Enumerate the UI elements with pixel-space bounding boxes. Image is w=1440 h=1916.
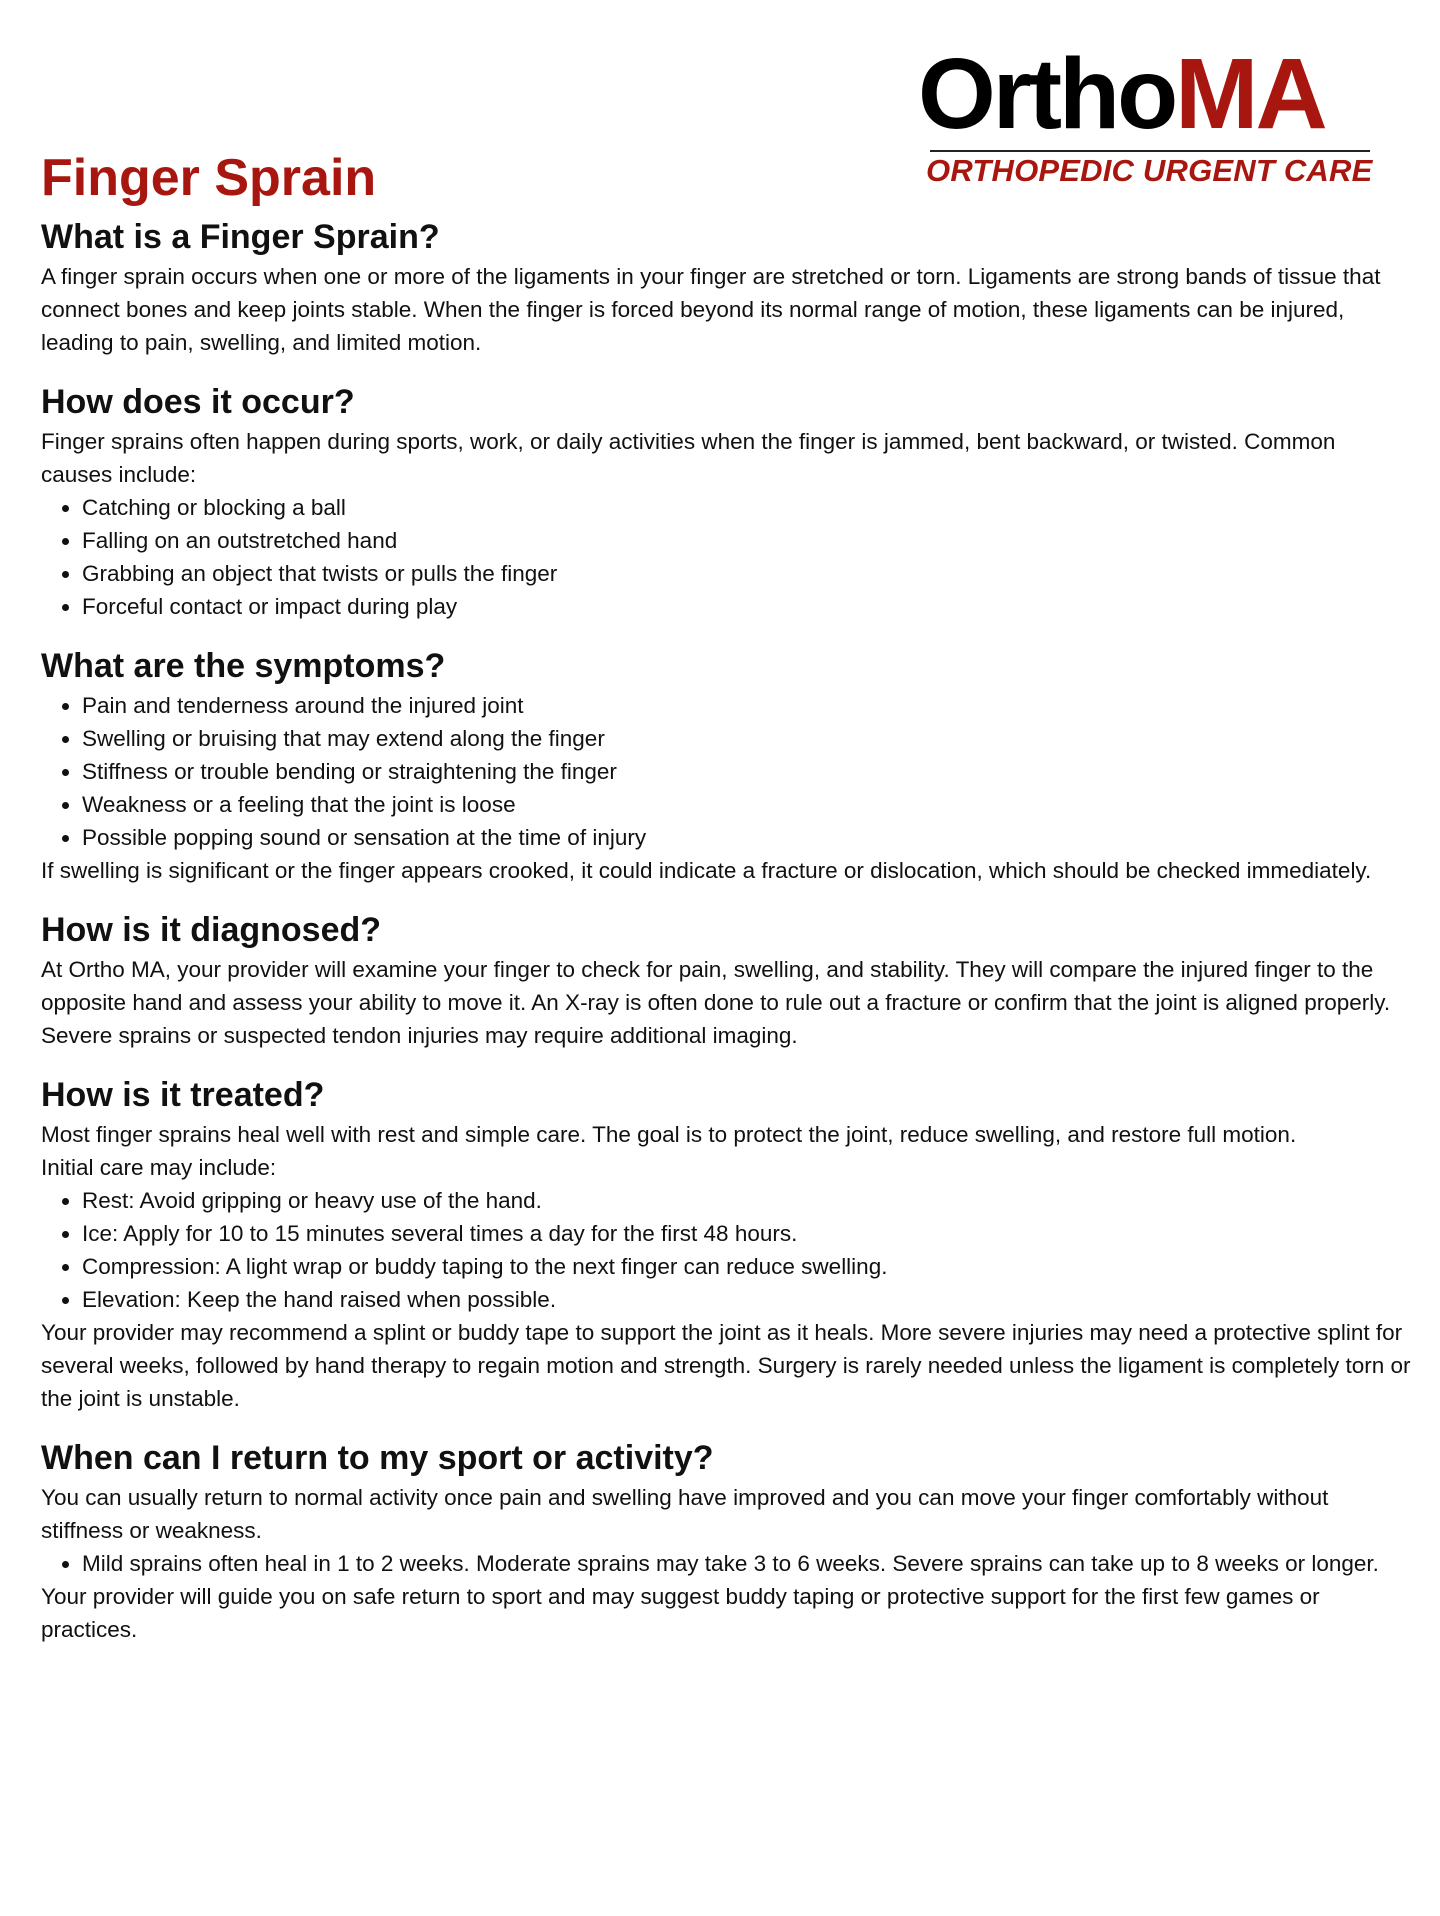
symptoms-list — [41, 689, 1411, 854]
section-heading: What are the symptoms? — [41, 647, 446, 685]
recovery-list — [41, 1547, 1411, 1580]
section-heading: What is a Finger Sprain? — [41, 218, 440, 256]
logo-wordmark — [918, 38, 1325, 150]
section-heading: How is it diagnosed? — [41, 911, 382, 949]
section-paragraph: Finger sprains often happen during sports, work, or daily activities when the finger is jammed, bent backward, or twisted. Common causes include: — [41, 429, 1336, 487]
logo-ma: MA — [1175, 38, 1325, 150]
list-item: • Stiffness or trouble bending or straightening the finger — [82, 755, 1411, 788]
section-paragraph: A finger sprain occurs when one or more of the ligaments in your finger are stretched or torn. Ligaments are strong bands of tissue that connect bones and keep joints stable. When the finger is forced beyond its normal range of motion, these ligaments can be injured, leading to pain, swelling, and limited motion. — [41, 264, 1381, 355]
list-item: • Catching or blocking a ball — [82, 491, 1411, 524]
section-paragraph: Your provider will guide you on safe return to sport and may suggest buddy taping or protective support for the first few games or practices. — [41, 1584, 1320, 1642]
list-item: • Forceful contact or impact during play — [82, 590, 1411, 623]
article — [41, 146, 1411, 1658]
section-heading: When can I return to my sport or activity? — [41, 1439, 714, 1477]
section-return — [41, 1437, 1411, 1646]
list-item: • Rest: Avoid gripping or heavy use of the hand. — [82, 1184, 1411, 1217]
list-item: • Mild sprains often heal in 1 to 2 weeks. Moderate sprains may take 3 to 6 weeks. Severe sprains can take up to 8 weeks or longer. — [82, 1547, 1411, 1580]
section-heading: How is it treated? — [41, 1076, 325, 1114]
list-item: • Falling on an outstretched hand — [82, 524, 1411, 557]
section-paragraph: Your provider may recommend a splint or buddy tape to support the joint as it heals. More severe injuries may need a protective splint for several weeks, followed by hand therapy to regain motion and strength. Surgery is rarely needed unless the ligament is completely torn or the joint is unstable. — [41, 1320, 1411, 1411]
section-how-occur — [41, 381, 1411, 623]
list-item: • Weakness or a feeling that the joint is loose — [82, 788, 1411, 821]
list-item: • Compression: A light wrap or buddy taping to the next finger can reduce swelling. — [82, 1250, 1411, 1283]
list-item: • Elevation: Keep the hand raised when possible. — [82, 1283, 1411, 1316]
section-paragraph: Most finger sprains heal well with rest and simple care. The goal is to protect the joint, reduce swelling, and restore full motion. — [41, 1122, 1297, 1147]
list-item: • Possible popping sound or sensation at the time of injury — [82, 821, 1411, 854]
logo-tagline: ORTHOPEDIC URGENT CARE — [926, 153, 1373, 188]
section-diagnosed — [41, 909, 1411, 1052]
section-paragraph: If swelling is significant or the finger appears crooked, it could indicate a fracture or dislocation, which should be checked immediately. — [41, 858, 1372, 883]
treatment-list — [41, 1184, 1411, 1316]
section-paragraph: You can usually return to normal activity once pain and swelling have improved and you can move your finger comfortably without stiffness or weakness. — [41, 1485, 1329, 1543]
list-item: • Ice: Apply for 10 to 15 minutes several times a day for the first 48 hours. — [82, 1217, 1411, 1250]
section-what-is — [41, 216, 1411, 359]
page-title: Finger Sprain — [41, 149, 377, 207]
list-item: • Swelling or bruising that may extend along the finger — [82, 722, 1411, 755]
section-paragraph: Initial care may include: — [41, 1155, 277, 1180]
logo-ortho: Ortho — [918, 38, 1176, 150]
causes-list — [41, 491, 1411, 623]
list-item: • Grabbing an object that twists or pulls the finger — [82, 557, 1411, 590]
list-item: • Pain and tenderness around the injured joint — [82, 689, 1411, 722]
section-paragraph: At Ortho MA, your provider will examine your finger to check for pain, swelling, and stability. They will compare the injured finger to the opposite hand and assess your ability to move it. An X-ray is often done to rule out a fracture or confirm that the joint is aligned properly. Severe sprains or suspected tendon injuries may require additional imaging. — [41, 957, 1391, 1048]
section-heading: How does it occur? — [41, 383, 355, 421]
section-symptoms — [41, 645, 1411, 887]
section-treated — [41, 1074, 1411, 1415]
